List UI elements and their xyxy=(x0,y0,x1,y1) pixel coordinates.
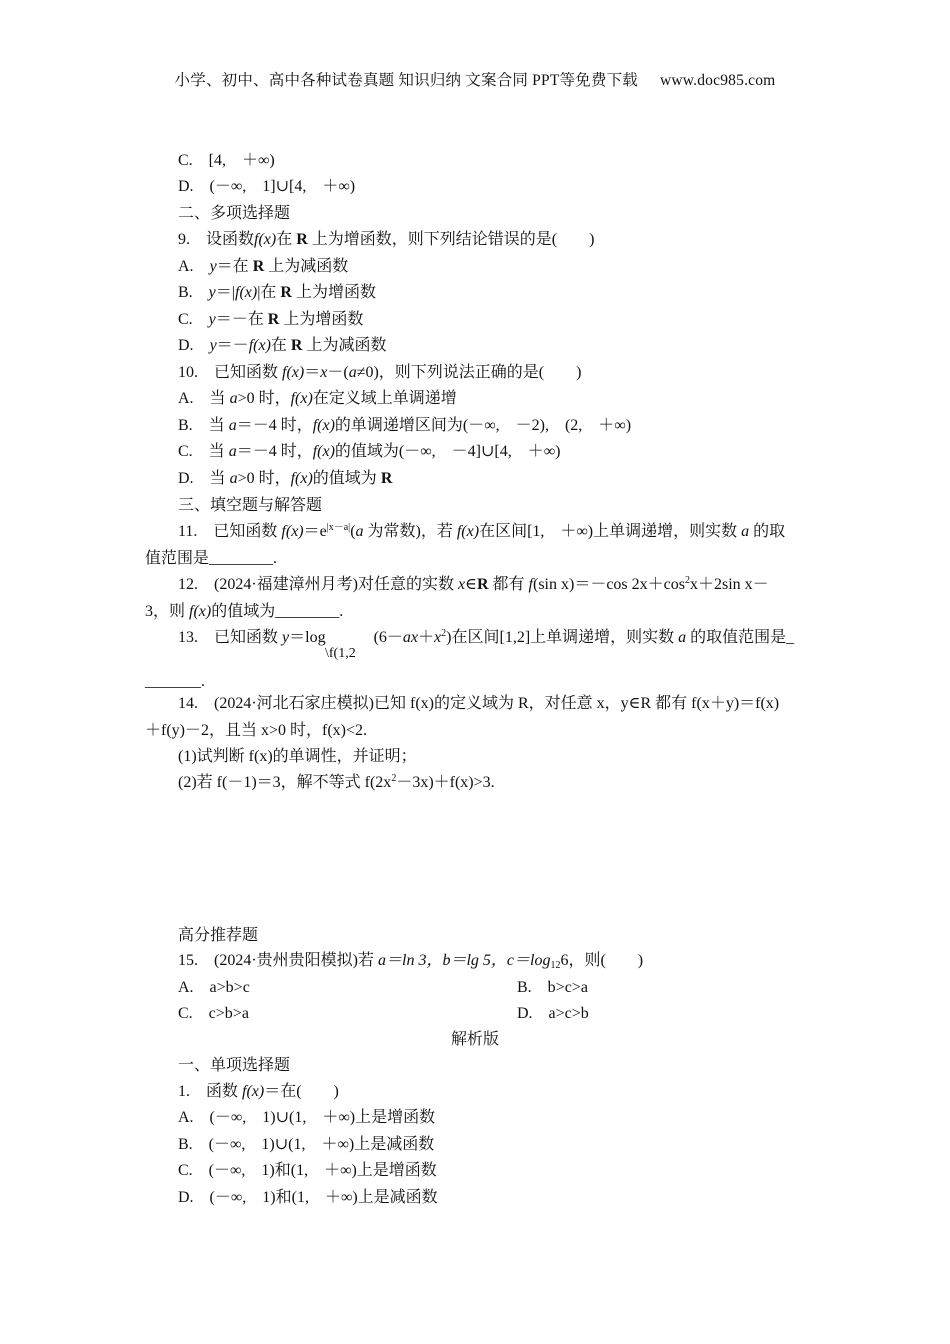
q15-option-a: A. a>b>c xyxy=(178,979,250,996)
answer-section-title: 解析版 xyxy=(450,1031,499,1048)
question-10: 10. 已知函数 f(x)＝x－(a≠0)，则下列说法正确的是( ) xyxy=(178,364,582,381)
q9-option-b: B. y＝|f(x)|在 R 上为增函数 xyxy=(178,284,376,301)
q9-option-d: D. y＝－f(x)在 R 上为减函数 xyxy=(178,337,387,354)
q10-option-d: D. 当 a>0 时，f(x)的值域为 R xyxy=(178,470,393,487)
section-title-single-choice: 一、单项选择题 xyxy=(178,1057,291,1074)
header-text: 小学、初中、高中各种试卷真题 知识归纳 文案合同 PPT等免费下载 xyxy=(174,72,638,89)
question-9: 9. 设函数f(x)在 R 上为增函数，则下列结论错误的是( ) xyxy=(178,231,595,248)
question-14-part-2: (2)若 f(－1)＝3，解不等式 $f(2x^2-3x)+f(x)>3$. xyxy=(178,773,495,791)
q10-option-c: C. 当 a＝－4 时，f(x)的值域为(－∞, －4]∪[4, ＋∞) xyxy=(178,443,561,460)
question-12-cont: 3，则 f(x)的值域为________. xyxy=(145,603,344,620)
page-header xyxy=(0,68,950,90)
question-15: 15. (2024·贵州贵阳模拟)若 a＝ln 3，b＝lg 5，$c=\log_{12}6$，则( ) xyxy=(178,952,644,971)
question-14-part-1: (1)试判断 f(x)的单调性，并证明； xyxy=(178,748,417,765)
q10-option-b: B. 当 a＝－4 时，f(x)的单调递增区间为(－∞, －2), (2, ＋∞) xyxy=(178,417,632,434)
q1-option-d: D. (－∞, 1)和(1, ＋∞)上是减函数 xyxy=(178,1189,438,1206)
log-base-artifact: \f(1,2 xyxy=(325,646,356,661)
option-c: C. [4, ＋∞) xyxy=(178,152,275,169)
question-11-cont: 值范围是________. xyxy=(145,550,278,567)
q15-option-d: D. a>c>b xyxy=(517,1005,589,1022)
q1-option-a: A. (－∞, 1)∪(1, ＋∞)上是增函数 xyxy=(178,1109,436,1126)
q10-option-a: A. 当 a>0 时，f(x)在定义域上单调递增 xyxy=(178,390,457,407)
q15-option-b: B. b>c>a xyxy=(517,979,588,996)
question-1: 1. 函数 f(x)＝在( ) xyxy=(178,1083,339,1100)
q1-option-b: B. (－∞, 1)∪(1, ＋∞)上是减函数 xyxy=(178,1136,435,1153)
option-d: D. (－∞, 1]∪[4, ＋∞) xyxy=(178,178,356,195)
question-14: 14. (2024·河北石家庄模拟)已知 f(x)的定义域为 R，对任意 x，y∈R 都有 f(x＋y)＝f(x) xyxy=(178,695,780,712)
question-13: 13. 已知函数 y＝log $(6-ax+x^2)$在区间[1,2]上单调递增，则实数 a 的取值范围是_ xyxy=(178,628,795,646)
question-14-cont: ＋f(y)－2，且当 x>0 时，f(x)<2. xyxy=(145,722,368,739)
q1-option-c: C. (－∞, 1)和(1, ＋∞)上是增函数 xyxy=(178,1162,437,1179)
header-site: www.doc985.com xyxy=(659,72,776,89)
section-title-fill-and-solve: 三、填空题与解答题 xyxy=(178,497,323,514)
question-12: 12. (2024·福建漳州月考)对任意的实数 x∈R 都有 f(sin x)＝－cos $2x+\cos^2x+2\sin$ x－ xyxy=(178,575,769,593)
q9-option-a: A. y＝在 R 上为减函数 xyxy=(178,258,349,275)
q9-option-c: C. y＝－在 R 上为增函数 xyxy=(178,311,364,328)
section-title-hard: 高分推荐题 xyxy=(178,927,259,944)
q15-option-c: C. c>b>a xyxy=(178,1005,249,1022)
section-title-multiple-choice: 二、多项选择题 xyxy=(178,205,291,222)
question-11: 11. 已知函数 $f(x)=e^{|x-a|}(a$ 为常数)，若 f(x)在区间[1, ＋∞)上单调递增，则实数 a 的取 xyxy=(178,522,786,540)
question-13-cont: _______. xyxy=(145,673,205,690)
